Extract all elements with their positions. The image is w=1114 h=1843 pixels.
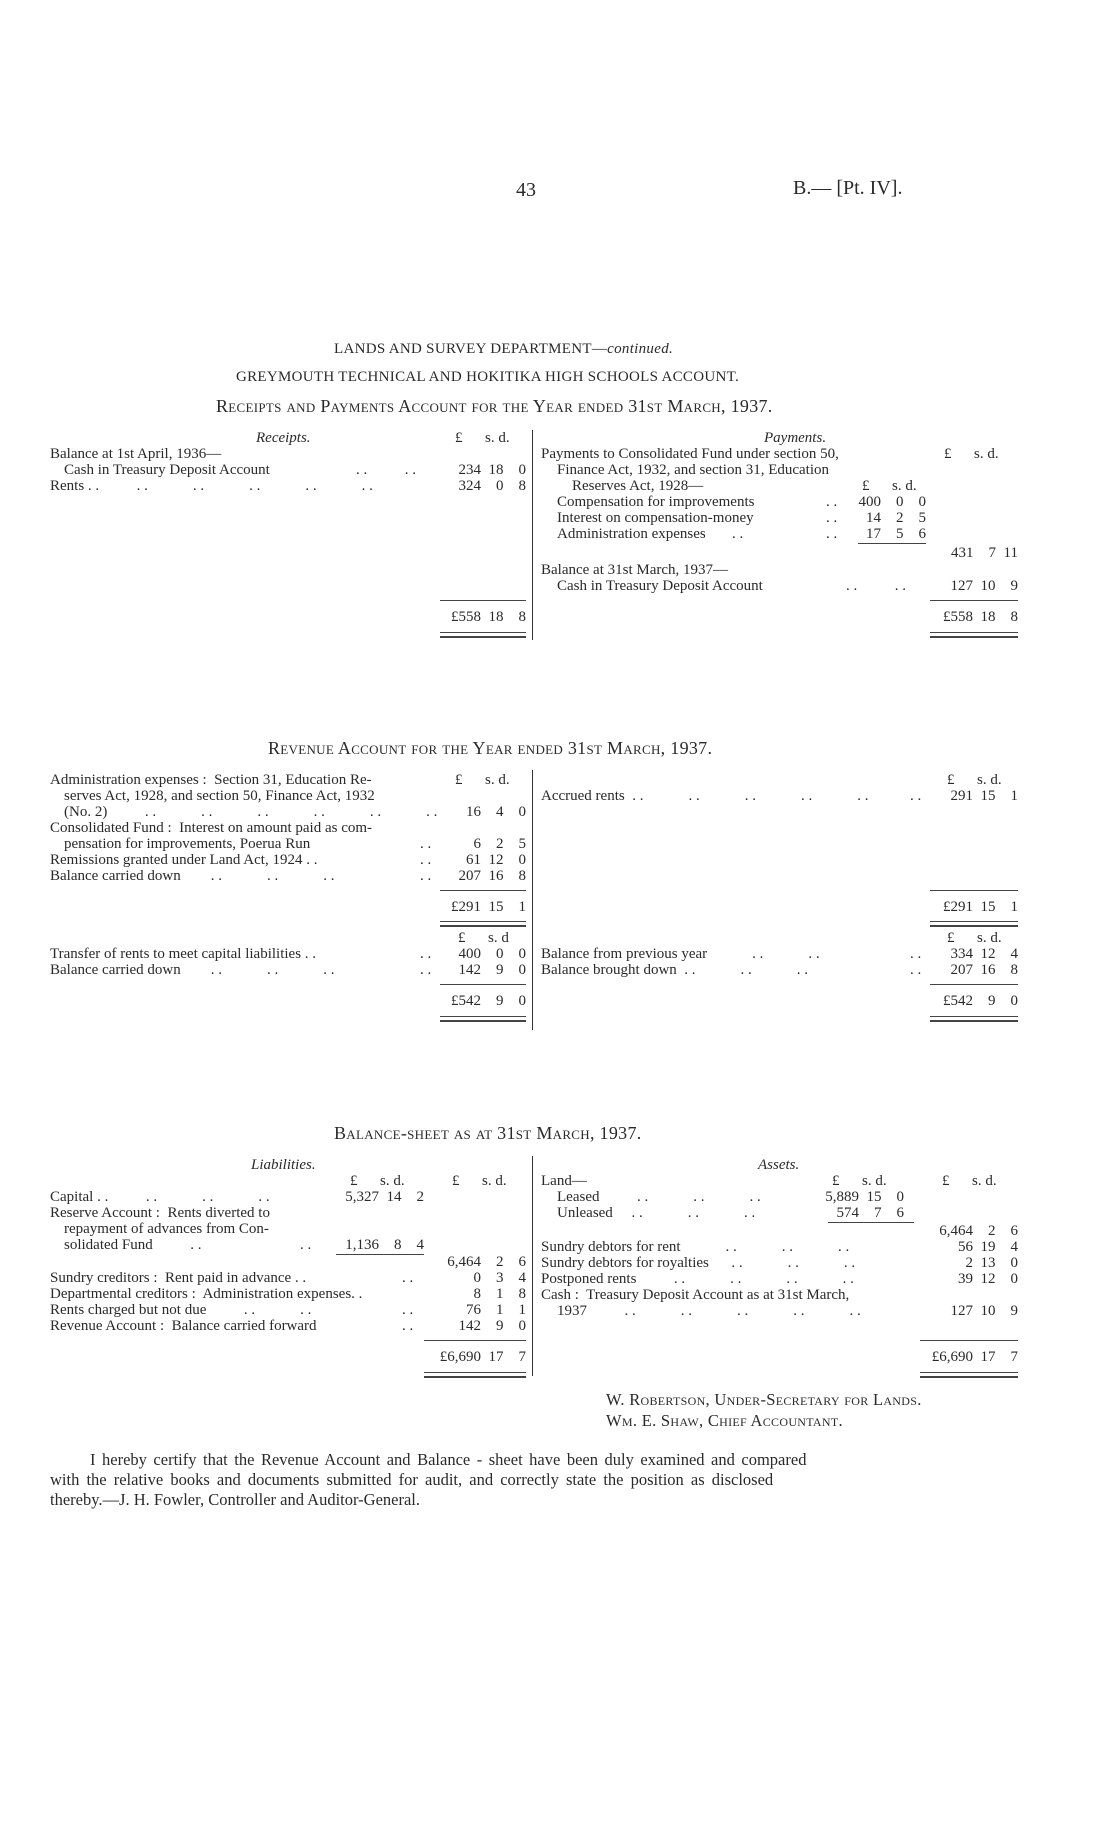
bs-liability-line: Reserve Account : Rents diverted to [50, 1205, 270, 1221]
page-number: 43 [516, 179, 536, 201]
rev-debit-line: (No. 2) . . . . . . . . . . . . [64, 804, 438, 820]
dot-leader: . . [420, 836, 432, 852]
payments-heading: Payments. [764, 430, 827, 446]
bs-asset-line: Leased . . . . . . [557, 1189, 761, 1205]
lsd-header: £ s. d [458, 930, 509, 946]
lsd-header: £ s. d. [947, 772, 1002, 788]
rev-credit-line: Accrued rents . . . . . . . . . . [541, 788, 869, 804]
amount: 127 10 9 [950, 578, 1018, 594]
amount: 291 15 1 [950, 788, 1018, 804]
amount: 127 10 9 [950, 1303, 1018, 1319]
total: £558 18 8 [451, 609, 526, 625]
amount: 39 12 0 [958, 1271, 1018, 1287]
rp-payment-line: Cash in Treasury Deposit Account [557, 578, 763, 594]
column-divider [532, 430, 533, 640]
dot-leader: . . [420, 868, 432, 884]
amount: 234 18 0 [458, 462, 526, 478]
certificate-line: I hereby certify that the Revenue Account and Balance - sheet have been duly examined and compared [90, 1450, 807, 1469]
lsd-header: £ s. d. [455, 430, 510, 446]
amount: 1,136 8 4 [345, 1237, 424, 1253]
lsd-header: £ s. d. [862, 478, 917, 494]
amount: 334 12 4 [950, 946, 1018, 962]
amount: 17 5 6 [866, 526, 926, 542]
liabilities-heading: Liabilities. [251, 1157, 316, 1173]
rp-receipt-line: Cash in Treasury Deposit Account [64, 462, 270, 478]
total: £291 15 1 [943, 899, 1018, 915]
revenue-account-title: Revenue Account for the Year ended 31st March, 1937. [268, 738, 713, 758]
amount: 6,464 2 6 [939, 1223, 1018, 1239]
rev-debit-line: Transfer of rents to meet capital liabilities . . [50, 946, 317, 962]
rp-receipt-line: Rents . . . . . . . . . . . . [50, 478, 373, 494]
bs-asset-line: Sundry debtors for rent . . . . . . [541, 1239, 850, 1255]
rp-payment-line: Administration expenses . . [557, 526, 744, 542]
amount: 6,464 2 6 [447, 1254, 526, 1270]
dot-leader: . . . . [356, 462, 416, 478]
dot-leader: . . [910, 788, 922, 804]
amount: 6 2 5 [473, 836, 526, 852]
dot-leader: . . [420, 946, 432, 962]
lsd-header: £ s. d. [350, 1173, 405, 1189]
bs-liability-line: Departmental creditors : Administration expenses. . [50, 1286, 363, 1302]
dot-leader: . . [826, 510, 838, 526]
bs-asset-line: 1937 . . . . . . . . . . [557, 1303, 861, 1319]
rev-debit-line: serves Act, 1928, and section 50, Finance Act, 1932 [64, 788, 375, 804]
rev-debit-line: Balance carried down . . . . . . [50, 868, 335, 884]
lsd-header: £ s. d. [455, 772, 510, 788]
dot-leader: . . [402, 1302, 414, 1318]
bs-liability-line: repayment of advances from Con- [64, 1221, 269, 1237]
dot-leader: . . . . [846, 578, 906, 594]
total: £291 15 1 [451, 899, 526, 915]
lsd-header: £ s. d. [832, 1173, 887, 1189]
amount: 76 1 1 [466, 1302, 526, 1318]
amount: 0 3 4 [473, 1270, 526, 1286]
rev-credit-line: Balance brought down . . . . . . [541, 962, 809, 978]
amount: 5,889 15 0 [825, 1189, 904, 1205]
dot-leader: . . [420, 852, 432, 868]
bs-asset-line: Unleased . . . . . . [557, 1205, 756, 1221]
certificate-line: thereby.—J. H. Fowler, Controller and Auditor-General. [50, 1490, 421, 1509]
amount: 8 1 8 [473, 1286, 526, 1302]
assets-heading: Assets. [758, 1157, 800, 1173]
amount: 207 16 8 [950, 962, 1018, 978]
lsd-header: £ s. d. [452, 1173, 507, 1189]
amount: 16 4 0 [466, 804, 526, 820]
bs-liability-line: Sundry creditors : Rent paid in advance . . [50, 1270, 307, 1286]
bs-liability-line: Rents charged but not due . . . . [50, 1302, 312, 1318]
column-divider [532, 770, 533, 1030]
rev-credit-line: Balance from previous year . . . . [541, 946, 820, 962]
total: £558 18 8 [943, 609, 1018, 625]
dot-leader: . . [402, 1270, 414, 1286]
bs-liability-line: solidated Fund . . [64, 1237, 202, 1253]
dot-leader: . . [420, 962, 432, 978]
document-reference: B.— [Pt. IV]. [793, 177, 903, 199]
signature-under-secretary: W. Robertson, Under-Secretary for Lands. [606, 1390, 922, 1409]
bs-asset-line: Sundry debtors for royalties . . . . . . [541, 1255, 856, 1271]
total: £6,690 17 7 [931, 1349, 1018, 1365]
account-title: GREYMOUTH TECHNICAL AND HOKITIKA HIGH SCHOOLS ACCOUNT. [236, 369, 740, 385]
dot-leader: . . [402, 1318, 414, 1334]
receipts-payments-title: Receipts and Payments Account for the Year ended 31st March, 1937. [216, 396, 773, 416]
dot-leader: . . [910, 946, 922, 962]
rp-receipt-line: Balance at 1st April, 1936— [50, 446, 222, 462]
amount: 61 12 0 [466, 852, 526, 868]
total: £542 9 0 [943, 993, 1018, 1009]
rp-payment-line: Finance Act, 1932, and section 31, Education [557, 462, 830, 478]
lsd-header: £ s. d. [944, 446, 999, 462]
bs-liability-line: Capital . . . . . . . . [50, 1189, 270, 1205]
rp-payment-line: Balance at 31st March, 1937— [541, 562, 729, 578]
receipts-heading: Receipts. [256, 430, 311, 446]
rp-payment-line: Compensation for improvements [557, 494, 755, 510]
column-divider [532, 1156, 533, 1376]
bs-asset-line: Cash : Treasury Deposit Account as at 31st March, [541, 1287, 850, 1303]
dot-leader: . . [826, 526, 838, 542]
rp-payment-line: Payments to Consolidated Fund under section 50, [541, 446, 839, 462]
amount: 431 7 11 [951, 545, 1018, 561]
amount: 5,327 14 2 [345, 1189, 424, 1205]
amount: 400 0 0 [458, 946, 526, 962]
rp-payment-line: Interest on compensation-money [557, 510, 754, 526]
certificate-line: with the relative books and documents submitted for audit, and correctly state the position as disclosed [50, 1470, 774, 1489]
lsd-header: £ s. d. [947, 930, 1002, 946]
rev-debit-line: Administration expenses : Section 31, Education Re- [50, 772, 372, 788]
bs-asset-line: Land— [541, 1173, 587, 1189]
signature-chief-accountant: Wm. E. Shaw, Chief Accountant. [606, 1411, 843, 1430]
amount: 142 9 0 [458, 1318, 526, 1334]
lsd-header: £ s. d. [942, 1173, 997, 1189]
total: £542 9 0 [451, 993, 526, 1009]
rev-debit-line: pensation for improvements, Poerua Run [64, 836, 311, 852]
amount: 14 2 5 [866, 510, 926, 526]
amount: 574 7 6 [836, 1205, 904, 1221]
rp-payment-line: Reserves Act, 1928— [572, 478, 704, 494]
amount: 56 19 4 [958, 1239, 1018, 1255]
department-title: LANDS AND SURVEY DEPARTMENT—continued. [334, 341, 674, 357]
dot-leader: . . [826, 494, 838, 510]
amount: 142 9 0 [458, 962, 526, 978]
rev-debit-line: Consolidated Fund : Interest on amount paid as com- [50, 820, 373, 836]
rev-debit-line: Balance carried down . . . . . . [50, 962, 335, 978]
amount: 324 0 8 [458, 478, 526, 494]
amount: 2 13 0 [965, 1255, 1018, 1271]
amount: 400 0 0 [858, 494, 926, 510]
dot-leader: . . [300, 1237, 312, 1253]
bs-asset-line: Postponed rents . . . . . . . . [541, 1271, 854, 1287]
total: £6,690 17 7 [439, 1349, 526, 1365]
amount: 207 16 8 [458, 868, 526, 884]
dot-leader: . . [910, 962, 922, 978]
balance-sheet-title: Balance-sheet as at 31st March, 1937. [334, 1123, 642, 1143]
rev-debit-line: Remissions granted under Land Act, 1924 . . [50, 852, 318, 868]
bs-liability-line: Revenue Account : Balance carried forward [50, 1318, 317, 1334]
